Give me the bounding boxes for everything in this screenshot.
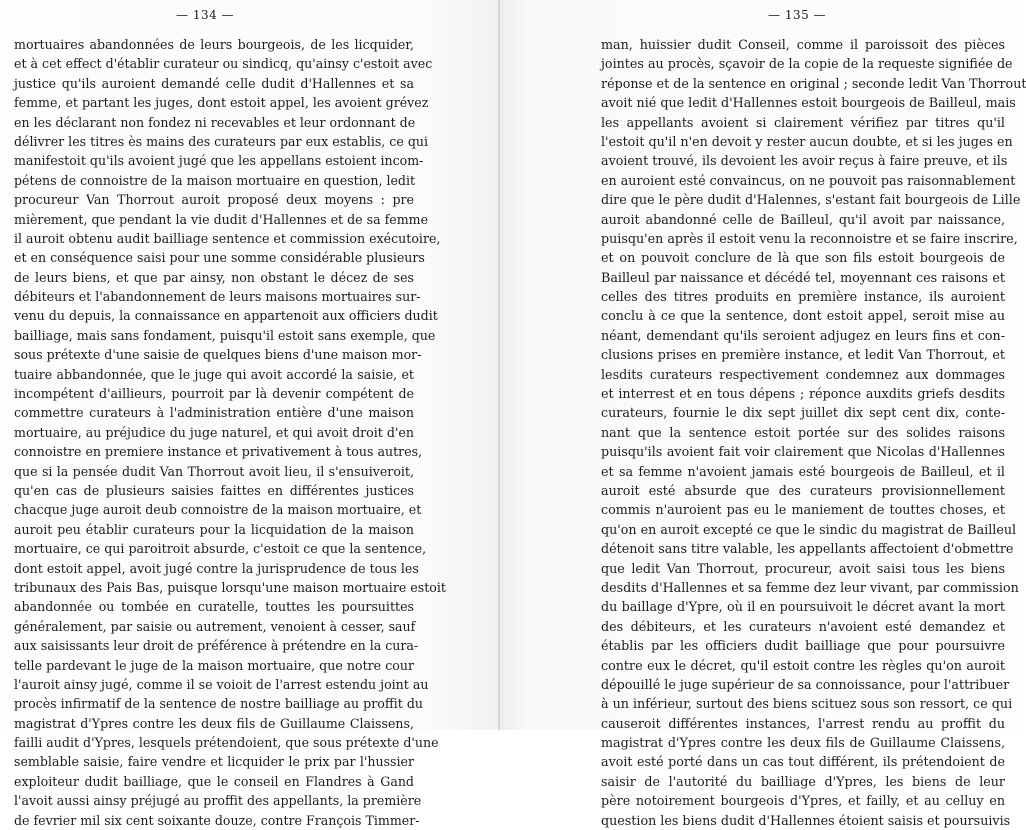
text-line: avoit esté porté dans un cas tout différent, ils prétendoient de	[601, 754, 1005, 770]
text-line: et sa femme n'avoient jamais esté bourgeois de Bailleul, et il	[601, 463, 1005, 479]
text-line: en auroient esté convaincus, on ne pouvoit pas raisonnablement	[601, 172, 1016, 188]
text-line: tribunaux des Pais Bas, puisque lorsqu'une maison mortuaire estoit	[14, 579, 446, 595]
text-line: semblable saisie, faire vendre et licquider le prix par l'hussier	[14, 754, 414, 770]
text-line: telle pardevant le juge de la maison mortuaire, que notre cour	[14, 657, 414, 673]
text-line: généralement, par saisie ou autrement, venoient à cesser, sauf	[14, 618, 416, 634]
text-line: à un inférieur, surtout des biens scituez sous son ressort, ce qui	[601, 696, 1013, 712]
text-line: l'auroit ainsy jugé, comme il se voioit de l'arrest estendu joint au	[14, 676, 429, 692]
text-line: abandonnée ou tombée en curatelle, touttes les poursuittes	[14, 599, 414, 615]
text-line: procureur Van Thorrout auroit proposé deux moyens : pre	[14, 192, 414, 208]
text-line: les appellants avoient si clairement vérifiez par titres qu'il	[601, 114, 1005, 130]
text-line: de fevrier mil six cent soixante douze, contre François Timmer-	[14, 812, 420, 828]
text-line: connoistre en premiere instance et privativement à tous autres,	[14, 444, 423, 460]
text-line: il auroit obtenu audit bailliage sentence et commission exécutoire,	[14, 230, 441, 246]
text-line: saisir de l'autorité du bailliage d'Ypres, les biens de leur	[601, 773, 1005, 789]
text-line: tuaire abbandonnée, que le juge qui avoit accordé la saisie, et	[14, 366, 414, 382]
text-line: avoit nié que ledit d'Hallennes estoit bourgeois de Bailleul, mais	[601, 95, 1016, 111]
text-line: auroit esté absurde que des curateurs provisionnellement	[601, 482, 1005, 498]
text-line: puisqu'ils avoient fait voir clairement que Nicolas d'Hallennes	[601, 444, 1005, 460]
text-line: bailliage, mais sans fondament, puisqu'il estoit sans exemple, que	[14, 327, 436, 343]
text-line: l'estoit qu'il n'en devoit y rester aucun doubte, et si les juges en	[601, 133, 1013, 149]
text-line: puisqu'en après il estoit venu la reconnoistre et se faire inscrire,	[601, 230, 1018, 246]
text-line: pétens de connoistre de la maison mortuaire en question, ledit	[14, 172, 416, 188]
text-line: que si la pensée dudit Van Thorrout avoit lieu, il s'ensuiveroit,	[14, 463, 414, 479]
text-line: aux saisissants leur droit de préférence à prétendre en la cura-	[14, 638, 419, 654]
text-line: question les biens dudit d'Hallennes étoient saisis et poursuivis	[601, 812, 1011, 828]
text-line: et interrest et en tous dépens ; réponce auxdits griefs desdits	[601, 386, 1005, 402]
text-line: dire que le père dudit d'Halennes, s'estant fait bourgeois de Lille	[601, 192, 1021, 208]
text-line: en les déclarant non fondez ni recevables et leur ordonnant de	[14, 114, 416, 130]
text-line: commis n'auroient pas eu le maniement de touttes choses, et	[601, 502, 1005, 518]
text-line: et à cet effect d'établir curateur ou sindicq, qu'ainsy c'estoit avec	[14, 56, 433, 72]
text-line: des débiteurs, et les curateurs n'avoient esté demandez et	[601, 618, 1005, 634]
text-line: dont estoit appel, avoit jugé contre la jurisprudence de tous les	[14, 560, 419, 576]
text-line: procès infirmatif de la sentence de nostre bailliage au proffit du	[14, 696, 424, 712]
text-line: jointes au procès, sçavoir de la copie de la requeste signifiée de	[601, 56, 1013, 72]
text-line: mortuaire, au préjudice du juge naturel, et qui avoit droit d'en	[14, 424, 414, 440]
text-line: que ledit Van Thorrout, procureur, avoit saisi tous les biens	[601, 560, 1005, 576]
text-line: et en conséquence saisi pour une somme considérable plusieurs	[14, 250, 425, 266]
page-number: — 135 —	[768, 8, 827, 22]
text-line: dépouillé le juge supérieur de sa connoissance, pour l'attribuer	[601, 676, 1010, 692]
text-line: du baillage d'Ypre, où il en poursuivoit le décret avant la mort	[601, 599, 1005, 615]
right-page	[500, 0, 1026, 828]
text-line: clusions prises en première instance, et ledit Van Thorrout, et	[601, 347, 1005, 363]
text-line: chacque juge auroit deub connoistre de la maison mortuaire, et	[14, 502, 422, 518]
text-line: de leurs biens, et que par ainsy, non obstant le décez de ses	[14, 269, 414, 285]
text-line: Bailleul par naissance et décédé tel, moyennant ces raisons et	[601, 269, 1005, 285]
text-line: contre eux le décret, qu'il estoit contre les règles qu'on auroit	[601, 657, 1005, 673]
text-line: et on pouvoit conclure de là que son fils estoit bourgeois de	[601, 250, 1005, 266]
text-line: l'avoit aussi ainsy préjugé au proffit des appellants, la première	[14, 793, 422, 809]
text-line: lesdits curateurs respectivement condemnez aux dommages	[601, 366, 1005, 382]
text-line: manifestoit qu'ils avoient jugé que les appellans estoient incom-	[14, 153, 424, 169]
text-line: justice qu'ils auroient demandé celle dudit d'Hallennes et sa	[14, 75, 414, 91]
body-text	[601, 35, 1026, 830]
text-line: desdits d'Hallennes et sa femme dez leur vivant, par commission	[601, 579, 1019, 595]
text-line: détenoit sans titre valable, les appellants affectoient d'obmettre	[601, 541, 1014, 557]
text-line: auroit abandonné celle de Bailleul, qu'il avoit par naissance,	[601, 211, 1005, 227]
text-line: venu du depuis, la connaissance en appartenoit aux officiers dudit	[14, 308, 438, 324]
text-line: néant, demendant qu'ils seroient adjugez en leurs fins et con-	[601, 327, 1005, 343]
text-line: établis par les officiers dudit bailliage que pour poursuivre	[601, 638, 1005, 654]
text-line: celles des titres produits en première instance, ils auroient	[601, 289, 1005, 305]
text-line: man, huissier dudit Conseil, comme il paroissoit des pièces	[601, 37, 1005, 52]
text-line: failli audit d'Ypres, lesquels prétendoient, que sous prétexte d'une	[14, 735, 439, 751]
text-line: auroit peu établir curateurs pour la licquidation de la maison	[14, 521, 414, 537]
text-line: mortuaires abandonnées de leurs bourgeois, de les licquider,	[14, 37, 414, 52]
text-line: incompétent d'aillieurs, pourroit par là devenir compétent de	[14, 386, 414, 402]
text-line: curateurs, fournie le dix sept juillet dix sept cent dix, conte-	[601, 405, 1005, 421]
text-line: causeroit différentes instances, l'arrest rendu au proffit du	[601, 715, 1005, 731]
text-line: délivrer les titres ès mains des curateurs par eux establis, ce qui	[14, 133, 429, 149]
text-line: exploiteur dudit bailliage, que le conseil en Flandres à Gand	[14, 773, 414, 789]
text-line: réponse et de la sentence en original ; seconde ledit Van Thorrout	[601, 75, 1026, 91]
text-line: avoient trouvé, ils devoient les avoir reçus à faire preuve, et ils	[601, 153, 1008, 169]
text-line: femme, et partant les juges, dont estoit appel, les avoient grévez	[14, 95, 429, 111]
text-line: mièrement, que pendant la vie dudit d'Hallennes et de sa femme	[14, 211, 429, 227]
text-line: sous prétexte d'une saisie de quelques biens d'une maison mor-	[14, 347, 422, 363]
text-line: père notoirement bourgeois d'Ypres, et failly, et au celluy en	[601, 793, 1005, 809]
text-line: magistrat d'Ypres contre les deux fils de Guillaume Claissens,	[601, 735, 1005, 751]
text-line: conclu à ce que la sentence, dont estoit appel, seroit mise au	[601, 308, 1005, 324]
text-line: commettre curateurs à l'administration entière d'une maison	[14, 405, 414, 421]
left-page	[0, 0, 500, 828]
page-number: — 134 —	[176, 8, 235, 22]
text-line: magistrat d'Ypres contre les deux fils de Guillaume Claissens,	[14, 715, 414, 731]
text-line: mortuaire, ce qui paroitroit absurde, c'estoit ce que la sentence,	[14, 541, 427, 557]
text-line: nant que la sentence estoit portée sur des solides raisons	[601, 424, 1005, 440]
text-line: débiteurs et l'abandonnement de leurs maisons mortuaires sur-	[14, 289, 421, 305]
body-text	[14, 35, 446, 830]
text-line: qu'en cas de plusieurs saisies faittes en différentes justices	[14, 482, 414, 498]
text-line: qu'on en auroit excepté ce que le sindic du magistrat de Bailleul	[601, 521, 1017, 537]
